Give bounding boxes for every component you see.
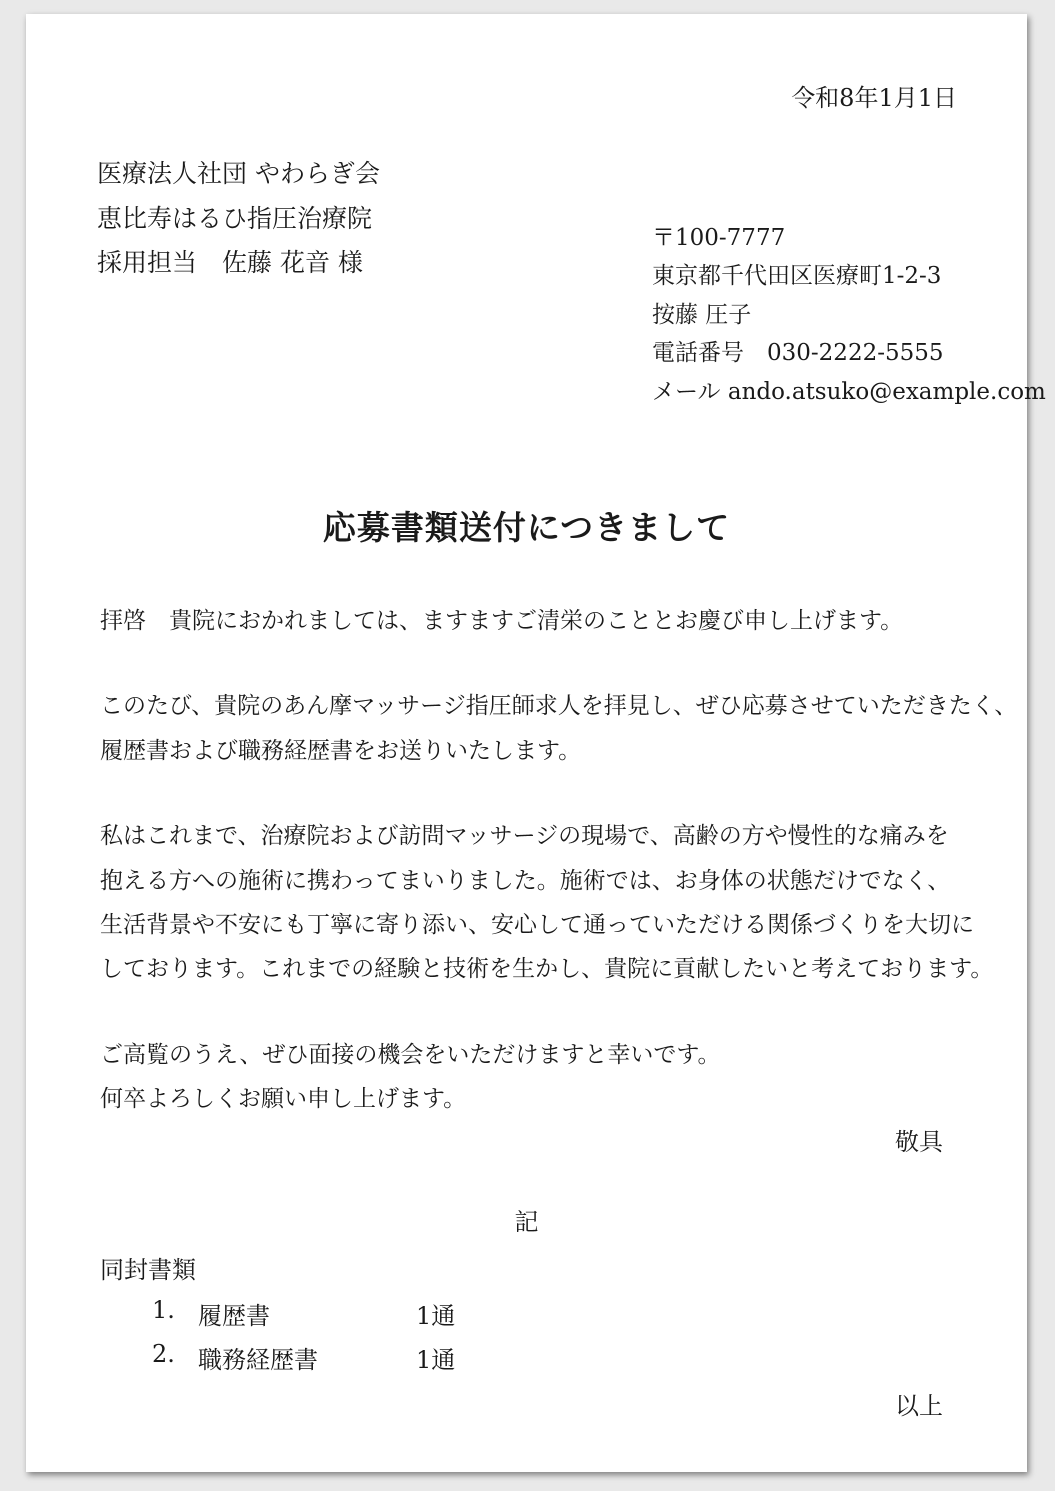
letter-body <box>100 599 1017 1122</box>
body-paragraph-experience <box>100 814 1017 992</box>
sender-address: 東京都千代田区医療町1-2-3 <box>652 263 942 290</box>
enclosure-heading: 同封書類 <box>100 1256 196 1284</box>
enclosure-item-name: 職務経歴書 <box>198 1346 318 1374</box>
ki-heading: 記 <box>514 1208 539 1236</box>
enclosure-item <box>26 1296 1027 1336</box>
body-line: しております。これまでの経験と技術を生かし、貴院に貢献したいと考えております。 <box>100 956 994 983</box>
sender-block <box>652 219 1046 411</box>
sender-name: 按藤 圧子 <box>652 301 752 328</box>
body-paragraph-intent <box>100 684 1017 773</box>
body-line: 何卒よろしくお願い申し上げます。 <box>100 1086 467 1113</box>
body-line: 生活背景や不安にも丁寧に寄り添い、安心して通っていただける関係づくりを大切に <box>100 912 974 939</box>
addressee-organization: 医療法人社団 やわらぎ会 <box>97 159 380 188</box>
sender-postal-code: 〒100-7777 <box>652 225 786 251</box>
body-paragraph-greeting <box>100 599 1017 643</box>
body-line: ご高覧のうえ、ぜひ面接の機会をいただけますと幸いです。 <box>100 1041 721 1068</box>
body-line: 拝啓 貴院におかれましては、ますますご清栄のこととお慶び申し上げます。 <box>100 608 904 634</box>
enclosure-item-number: 2. <box>152 1340 175 1368</box>
body-line: このたび、貴院のあん摩マッサージ指圧師求人を拝見し、ぜひ応募させていただきたく、 <box>100 693 1018 720</box>
sender-phone: 電話番号 030-2222-5555 <box>652 340 944 367</box>
addressee-person: 採用担当 佐藤 花音 様 <box>97 248 363 277</box>
letter-page <box>26 14 1046 1472</box>
addressee-block <box>97 152 380 286</box>
addressee-clinic: 恵比寿はるひ指圧治療院 <box>97 203 373 233</box>
enclosure-item-name: 履歴書 <box>198 1302 270 1330</box>
enclosure-item-quantity: 1通 <box>416 1302 456 1330</box>
enclosure-item <box>26 1340 1027 1380</box>
sender-email: メール ando.atsuko@example.com <box>652 378 1046 405</box>
closing-keigu: 敬具 <box>895 1128 943 1156</box>
enclosure-item-number: 1. <box>152 1296 175 1324</box>
letter-title: 応募書類送付につきまして <box>322 508 731 547</box>
body-line: 履歴書および職務経歴書をお送りいたします。 <box>100 737 582 764</box>
letter-date: 令和8年1月1日 <box>791 84 957 112</box>
body-paragraph-request <box>100 1033 1017 1122</box>
enclosure-item-quantity: 1通 <box>416 1346 456 1374</box>
body-line: 抱える方への施術に携わってまいりました。施術では、お身体の状態だけでなく、 <box>100 867 951 894</box>
body-line: 私はこれまで、治療院および訪問マッサージの現場で、高齢の方や慢性的な痛みを <box>100 823 949 850</box>
closing-ijou: 以上 <box>895 1392 943 1420</box>
